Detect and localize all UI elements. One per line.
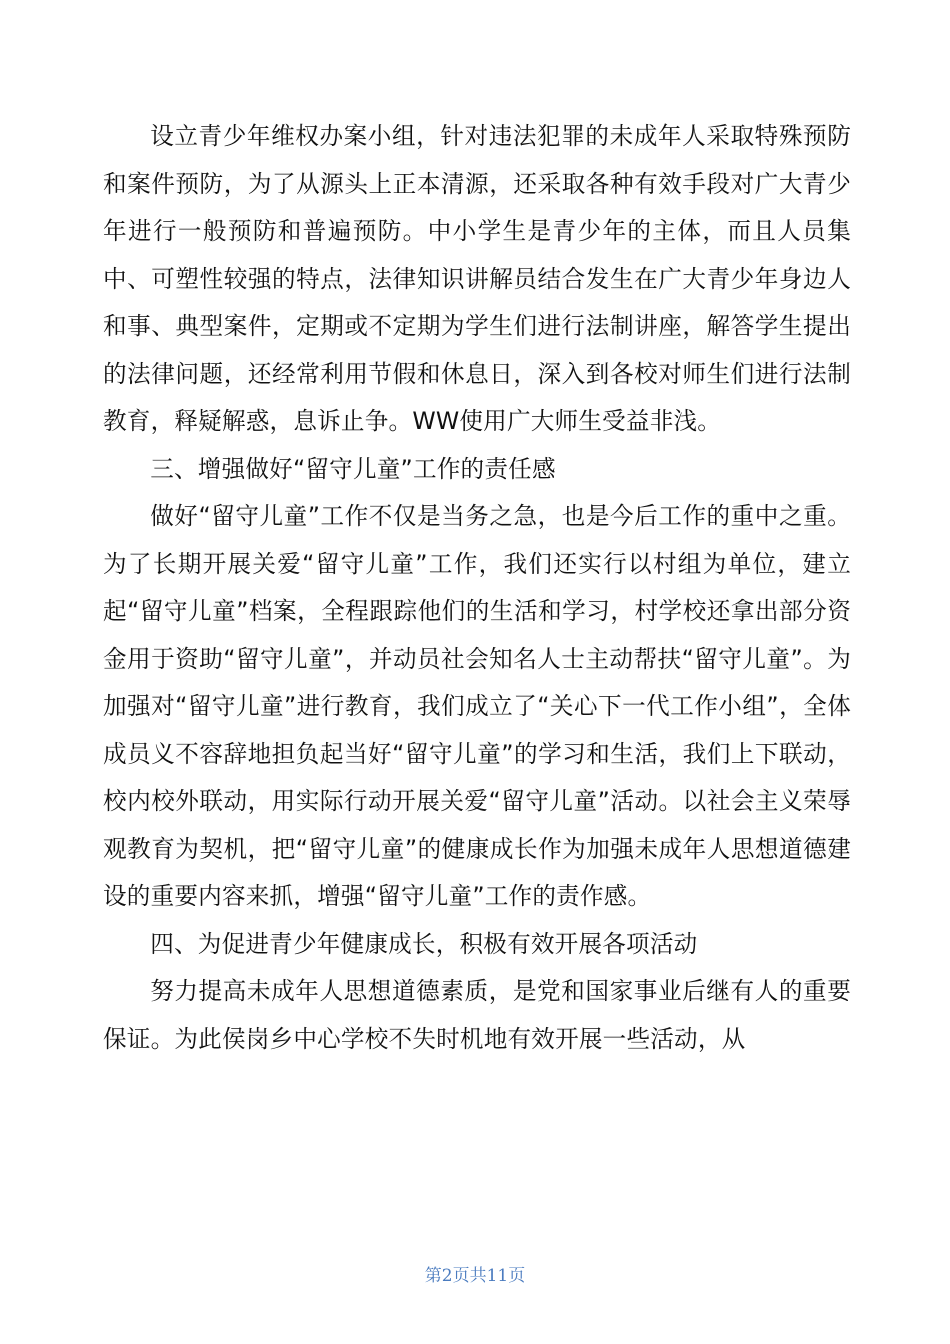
section-heading-3: 三、增强做好“留守儿童”工作的责任感: [150, 454, 556, 483]
document-body: [103, 113, 851, 1063]
body-paragraph-3: 努力提高未成年人思想道德素质，是党和国家事业后继有人的重要保证。为此侯岗乡中心学校不失时机地有效开展一些活动，从: [103, 977, 851, 1053]
body-paragraph-2: 做好“留守儿童”工作不仅是当务之急，也是今后工作的重中之重。为了长期开展关爱“留守儿童”工作，我们还实行以村组为单位，建立起“留守儿童”档案，全程跟踪他们的生活和学习，村学校还拿出部分资金用于资助“留守儿童”，并动员社会知名人士主动帮扶“留守儿童”。为加强对“留守儿童”进行教育，我们成立了“关心下一代工作小组”，全体成员义不容辞地担负起当好“留守儿童”的学习和生活，我们上下联动，校内校外联动，用实际行动开展关爱“留守儿童”活动。以社会主义荣辱观教育为契机，把“留守儿童”的健康成长作为加强未成年人思想道德建设的重要内容来抓，增强“留守儿童”工作的责作感。: [103, 502, 851, 910]
page-number-footer: 第2页共11页: [424, 1266, 526, 1286]
section-heading-4: 四、为促进青少年健康成长，积极有效开展各项活动: [150, 929, 698, 958]
body-paragraph-1: 设立青少年维权办案小组，针对违法犯罪的未成年人采取特殊预防和案件预防，为了从源头上正本清源，还采取各种有效手段对广大青少年进行一般预防和普遍预防。中小学生是青少年的主体，而且人员集中、可塑性较强的特点，法律知识讲解员结合发生在广大青少年身边人和事、典型案件，定期或不定期为学生们进行法制讲座，解答学生提出的法律问题，还经常利用节假和休息日，深入到各校对师生们进行法制教育，释疑解惑，息诉止争。WW使用广大师生受益非浅。: [103, 122, 851, 435]
